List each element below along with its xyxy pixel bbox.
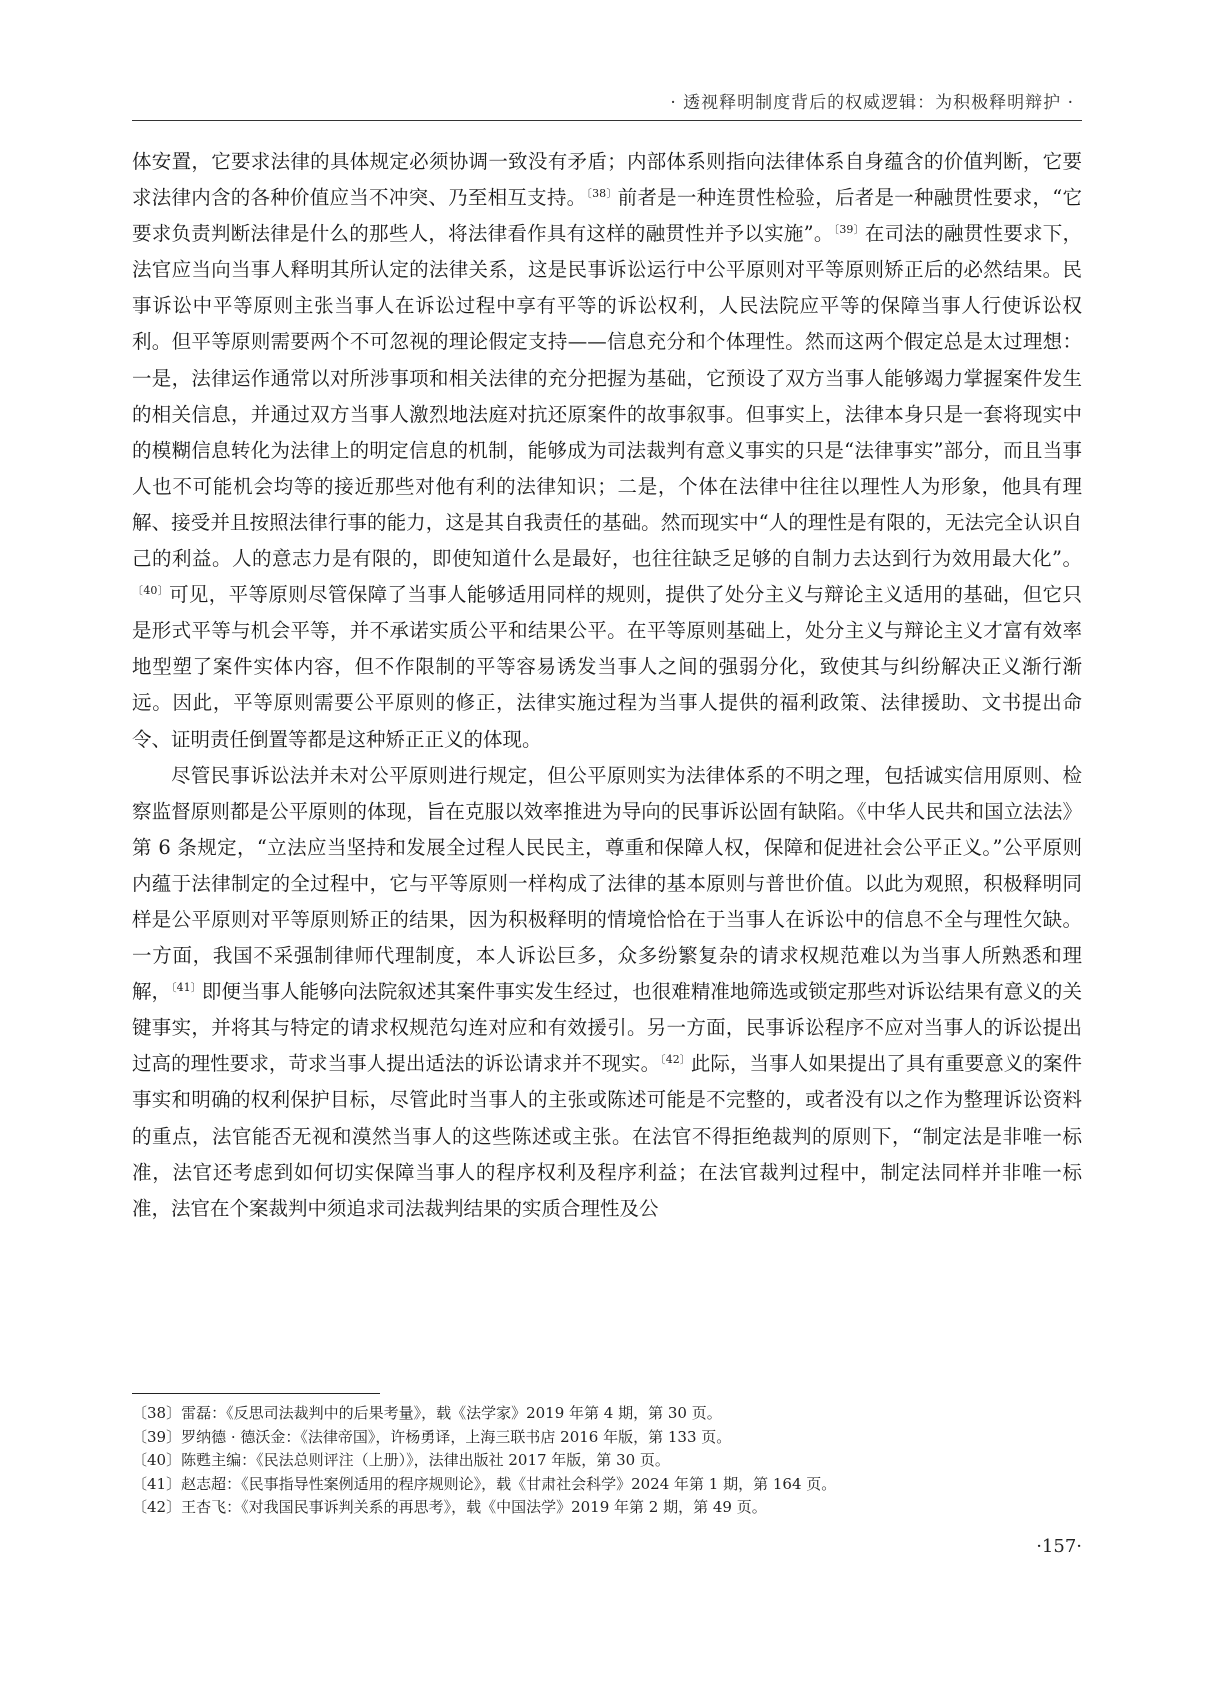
paragraph-text: 此际，当事人如果提出了具有重要意义的案件事实和明确的权利保护目标，尽管此时当事人的主张或陈述可能是不完整的，或者没有以之作为整理诉讼资料的重点，法官能否无视和漠然当事人的这些陈述或主张。在法官不得拒绝裁判的原则下，“制定法是非唯一标准，法官还考虑到如何切实保障当事人的程序权利及程序利益；在法官裁判过程中，制定法同样并非唯一标准，法官在个案裁判中须追求司法裁判结果的实质合理性及公 xyxy=(132,1052,1082,1220)
footnote-ref[interactable]: 〔41〕 xyxy=(171,981,202,995)
footnote-divider xyxy=(132,1393,380,1394)
footnote: 〔39〕罗纳德 · 德沃金：《法律帝国》，许杨勇译，上海三联书店 2016 年版，第 133 页。 xyxy=(132,1427,732,1446)
running-header xyxy=(132,78,1082,121)
footnote: 〔38〕雷磊：《反思司法裁判中的后果考量》，载《法学家》2019 年第 4 期，第 30 页。 xyxy=(132,1404,722,1422)
paragraph-text: 体安置，它要求法律的具体规定必须协调一致没有矛盾；内部体系则指向法律体系自身蕴含的价值判断，它要求法律内含的各种价值应当不冲突、乃至相互支持。 xyxy=(132,150,1082,210)
paragraph xyxy=(132,144,1082,758)
footnote: 〔41〕赵志超：《民事指导性案例适用的程序规则论》，载《甘肃社会科学》2024 年第 1 期，第 164 页。 xyxy=(132,1474,837,1493)
paragraph-text: 可见，平等原则尽管保障了当事人能够适用同样的规则，提供了处分主义与辩论主义适用的基础，但它只是形式平等与机会平等，并不承诺实质公平和结果公平。在平等原则基础上，处分主义与辩论主义才富有效率地型塑了案件实体内容，但不作限制的平等容易诱发当事人之间的强弱分化，致使其与纠纷解决正义渐行渐远。因此，平等原则需要公平原则的修正，法律实施过程为当事人提供的福利政策、法律援助、文书提出命令、证明责任倒置等都是这种矫正正义的体现。 xyxy=(132,583,1082,751)
paragraph-text: 在司法的融贯性要求下，法官应当向当事人释明其所认定的法律关系，这是民事诉讼运行中公平原则对平等原则矫正后的必然结果。民事诉讼中平等原则主张当事人在诉讼过程中享有平等的诉讼权利，人民法院应平等的保障当事人行使诉讼权利。但平等原则需要两个不可忽视的理论假定支持——信息充分和个体理性。然而这两个假定总是太过理想：一是，法律运作通常以对所涉事项和相关法律的充分把握为基础，它预设了双方当事人能够竭力掌握案件发生的相关信息，并通过双方当事人激烈地法庭对抗还原案件的故事叙事。但事实上，法律本身只是一套将现实中的模糊信息转化为法律上的明定信息的机制，能够成为司法裁判有意义事实的只是“法律事实”部分，而且当事人也不可能机会均等的接近那些对他有利的法律知识；二是，个体在法律中往往以理性人为形象，他具有理解、接受并且按照法律行事的能力，这是其自我责任的基础。然而现实中“人的理性是有限的，无法完全认识自己的利益。人的意志力是有限的，即使知道什么是最好，也往往缺乏足够的自制力去达到行为效用最大化”。 xyxy=(132,222,1082,571)
footnote-ref[interactable]: 〔39〕 xyxy=(833,223,865,237)
paragraph-text: 尽管民事诉讼法并未对公平原则进行规定，但公平原则实为法律体系的不明之理，包括诚实信用原则、检察监督原则都是公平原则的体现，旨在克服以效率推进为导向的民事诉讼固有缺陷。《中华人民共和国立法法》第 6 条规定，“立法应当坚持和发展全过程人民民主，尊重和保障人权，保障和促进社会公平正义。”公平原则内蕴于法律制定的全过程中，它与平等原则一样构成了法律的基本原则与普世价值。以此为观照，积极释明同样是公平原则对平等原则矫正的结果，因为积极释明的情境恰恰在于当事人在诉讼中的信息不全与理性欠缺。一方面，我国不采强制律师代理制度，本人诉讼巨多，众多纷繁复杂的请求权规范难以为当事人所熟悉和理解， xyxy=(132,763,1082,1004)
footnote: 〔42〕王杏飞：《对我国民事诉判关系的再思考》，载《中国法学》2019 年第 2 期，第 49 页。 xyxy=(132,1498,767,1516)
footnote-ref[interactable]: 〔40〕 xyxy=(132,584,170,598)
paragraph-text: 即便当事人能够向法院叙述其案件事实发生经过，也很难精准地筛选或锁定那些对诉讼结果有意义的关键事实，并将其与特定的请求权规范勾连对应和有效援引。另一方面，民事诉讼程序不应对当事人的诉讼提出过高的理性要求，苛求当事人提出适法的诉讼请求并不现实。 xyxy=(132,980,1082,1076)
footnote: 〔40〕陈甦主编：《民法总则评注（上册）》，法律出版社 2017 年版，第 30 页。 xyxy=(132,1451,670,1469)
body-text xyxy=(132,144,1082,1227)
page-number: ·157· xyxy=(1036,1536,1082,1557)
running-header-title: · 透视释明制度背后的权威逻辑：为积极释明辩护 · xyxy=(670,93,1074,113)
footnote-ref[interactable]: 〔38〕 xyxy=(586,187,618,201)
footnotes xyxy=(132,1402,1082,1520)
paragraph xyxy=(132,758,1082,1227)
footnote-ref[interactable]: 〔42〕 xyxy=(660,1053,691,1067)
paragraph-text: 前者是一种连贯性检验，后者是一种融贯性要求，“它要求负责判断法律是什么的那些人，将法律看作具有这样的融贯性并予以实施”。 xyxy=(132,186,1082,246)
